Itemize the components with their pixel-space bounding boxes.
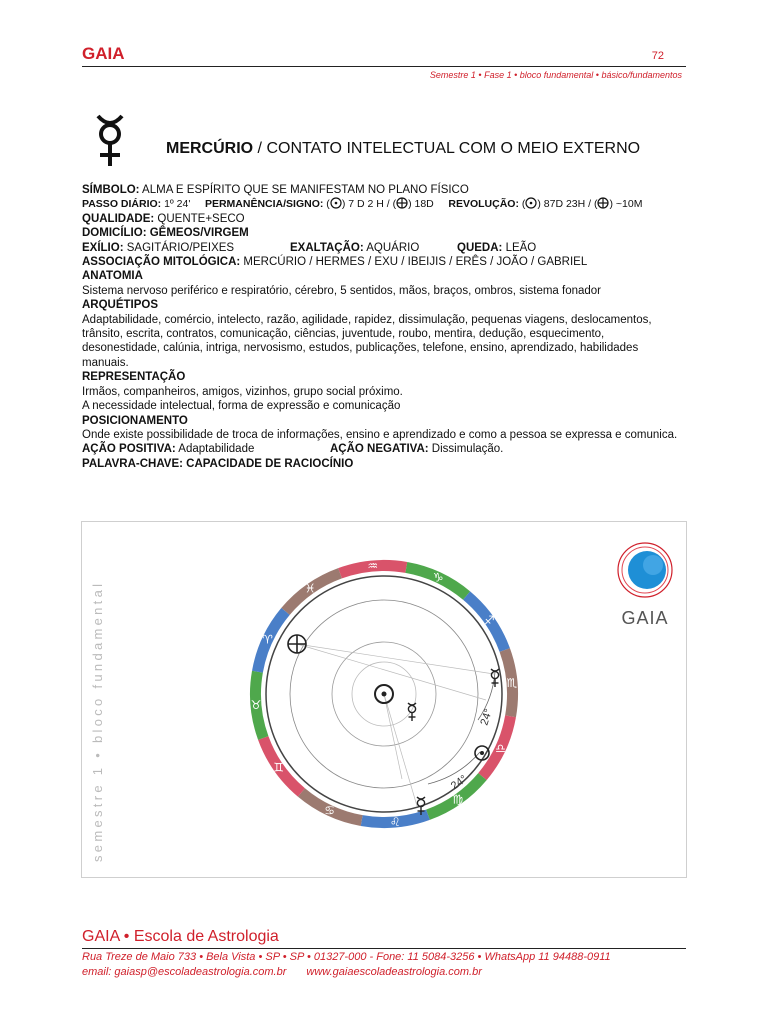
zodiac-diagram-frame [81,521,687,878]
exilio-label: EXÍLIO: [82,241,124,254]
arquetipos-text: Adaptabilidade, comércio, intelecto, razão, agilidade, rapidez, dissimulação, pequenas viagens, deslocamentos, trânsito, escrita, contratos, comunicação, ciências, juventude, roubo, mentira, dedução, esquecimento, desonestidade, calúnia, intriga, nervosismo, estudos, publicações, telefone, ensino, aprendizado, habilidades manuais. [82,313,652,369]
zodiac-sign-glyph: ♑ [432,570,444,585]
earth-icon [288,635,306,653]
title-planet: MERCÚRIO [166,140,254,157]
revolucao-earth-value: ) ~10M [609,198,643,211]
footer-email[interactable]: email: gaiasp@escoladeastrologia.com.br [82,966,287,978]
alignment-line [297,644,494,674]
permanencia-earth-value: ) 18D [408,198,434,211]
footer-address: Rua Treze de Maio 733 • Bela Vista • SP • SP • 01327-000 - Fone: 11 5084-3256 • WhatsApp 11 94488-0911 [82,951,611,963]
posicionamento-text: Onde existe possibilidade de troca de informações, ensino e aprendizado e como a pessoa se expressa e comunica. [82,428,678,441]
mercury-icon [491,669,499,687]
sun-icon [375,685,393,703]
simbolo-value: ALMA E ESPÍRITO QUE SE MANIFESTAM NO PLANO FÍSICO [139,184,469,196]
alignment-line [384,694,417,806]
simbolo-row [82,183,682,197]
zodiac-sign-glyph: ♐ [483,613,495,628]
earth-icon [396,197,408,209]
associacao-value: MERCÚRIO / HERMES / EXU / IBEIJIS / ERÊS / JOÃO / GABRIEL [240,256,588,269]
earth-icon [597,197,609,209]
acao-row [82,442,682,456]
revolucao-label: REVOLUÇÃO: [448,198,519,211]
acao-negativa-label: AÇÃO NEGATIVA: [330,443,429,456]
header-brand: GAIA [82,44,125,63]
mercury-icon [408,703,416,721]
title-rest: / CONTATO INTELECTUAL COM O MEIO EXTERNO [253,140,641,157]
associacao-label: ASSOCIAÇÃO MITOLÓGICA: [82,256,241,269]
page-title [166,140,640,158]
mercury-icon [92,114,128,168]
alignment-line [297,644,486,700]
footer-divider [82,948,686,949]
queda-label: QUEDA: [457,241,503,254]
exilio-value: SAGITÁRIO/PEIXES [123,241,235,254]
zodiac-sign-glyph: ♒ [367,558,379,573]
qualidade-value: QUENTE+SECO [154,212,245,225]
qualidade-row [82,212,682,226]
domicilio-row: DOMICÍLIO: GÊMEOS/VIRGEM [82,227,249,240]
revolucao-sun-value: ) 87D 23H / ( [537,198,598,211]
header-subtitle: Semestre 1 • Fase 1 • bloco fundamental • básico/fundamentos [429,70,682,80]
footer-brand: GAIA • Escola de Astrologia [82,928,279,945]
queda-value: LEÃO [502,241,537,254]
page-number: 72 [651,50,664,62]
representacao-text-1: Irmãos, companheiros, amigos, vizinhos, grupo social próximo. [82,385,403,398]
zodiac-sign-glyph: ♍ [452,792,464,807]
header-divider [82,66,686,67]
zodiac-sign-glyph: ♊ [273,760,285,775]
permanencia-label: PERMANÊNCIA/SIGNO: [204,198,324,211]
posicionamento-heading: POSICIONAMENTO [82,414,188,427]
zodiac-sign-glyph: ♋ [324,803,336,818]
qualidade-label: QUALIDADE: [82,212,155,225]
passo-row [82,197,682,211]
exaltacao-value: AQUÁRIO [363,241,420,254]
acao-positiva-label: AÇÃO POSITIVA: [82,443,176,456]
anatomia-heading: ANATOMIA [82,270,143,283]
simbolo-label: SÍMBOLO: [82,184,140,196]
arquetipos-heading: ARQUÉTIPOS [82,299,159,312]
acao-negativa-value: Dissimulação. [428,443,504,456]
palavra-chave-row: PALAVRA-CHAVE: CAPACIDADE DE RACIOCÍNIO [82,457,354,470]
representacao-text-2: A necessidade intelectual, forma de expressão e comunicação [82,400,401,413]
exaltacao-label: EXALTAÇÃO: [290,241,364,254]
zodiac-sign-glyph: ♉ [250,698,262,713]
associacao-row [82,255,682,269]
representacao-heading: REPRESENTAÇÃO [82,371,186,384]
anatomia-text: Sistema nervoso periférico e respiratório, cérebro, 5 sentidos, mãos, braços, ombros, sistema fonador [82,284,602,297]
footer-contact [82,966,482,978]
passo-label: PASSO DIÁRIO: [82,198,162,211]
planet-description [82,183,682,471]
sun-icon [525,197,537,209]
zodiac-sign-glyph: ♎ [495,741,506,756]
zodiac-wheel [82,522,686,877]
angle-label-2: 24° [448,773,470,793]
exilio-row [82,241,682,255]
permanencia-open: ( [323,198,330,211]
gaia-logo [610,540,680,630]
zodiac-sign-glyph: ♏ [506,675,518,690]
alignment-line [384,694,402,779]
sun-icon [330,197,342,209]
permanencia-sun-value: ) 7 D 2 H / ( [341,198,397,211]
logo-text: GAIA [621,608,669,628]
side-caption-text: semestre 1 • bloco fundamental [90,580,105,862]
angle-label-1: 24° [478,707,495,727]
zodiac-sign-glyph: ♓ [304,581,316,596]
zodiac-sign-glyph: ♌ [389,815,401,830]
footer-website[interactable]: www.gaiaescoladeastrologia.com.br [306,966,482,978]
passo-value: 1º 24' [161,198,191,211]
acao-positiva-value: Adaptabilidade [175,443,255,456]
zodiac-sign-glyph: ♈ [262,632,273,647]
revolucao-open: ( [518,198,526,211]
